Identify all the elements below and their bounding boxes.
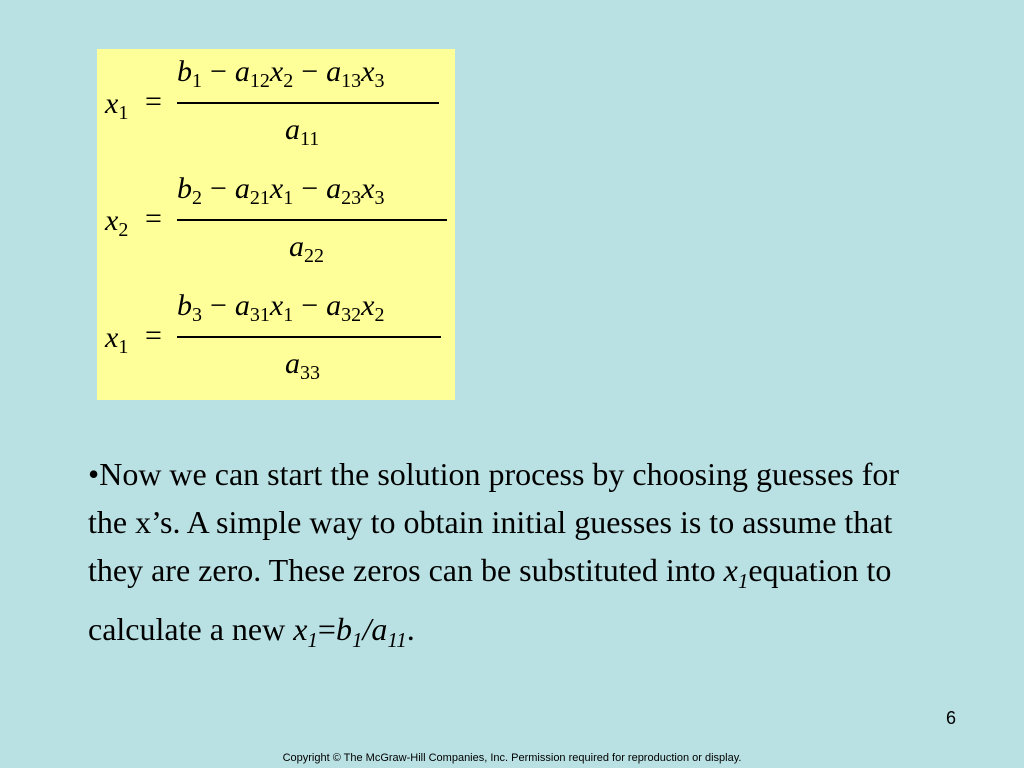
copyright-notice: Copyright © The McGraw-Hill Companies, Inc. Permission required for reproduction or display.	[282, 752, 742, 764]
equals-sign: =	[145, 319, 162, 352]
lhs-variable: $x_2$	[105, 204, 129, 241]
formula-b-sub: 1	[351, 628, 363, 652]
lhs-variable: $x_1$	[105, 321, 129, 358]
equations-box	[97, 49, 455, 400]
fraction-bar	[177, 102, 439, 104]
numerator: $b_3 - a_{31}x_1 - a_{32}x_2$	[177, 289, 385, 326]
explanation-paragraph	[88, 450, 928, 664]
formula-b: b	[335, 611, 352, 647]
formula-lhs-sub: 1	[307, 628, 318, 652]
bullet: •	[88, 456, 100, 492]
denominator: $a_{33}$	[285, 347, 320, 384]
lhs-variable: $x_1$	[105, 87, 129, 124]
fraction-bar	[177, 336, 441, 338]
formula-a-sub: 11	[387, 628, 407, 652]
formula-equals: =	[317, 611, 336, 647]
x-symbol: x	[723, 552, 738, 588]
denominator: $a_{11}$	[285, 113, 320, 150]
numerator: $b_1 - a_{12}x_2 - a_{13}x_3$	[177, 55, 385, 92]
formula	[293, 611, 415, 652]
paragraph-text-part2: equation to calculate a new	[88, 552, 892, 647]
equation-x1	[97, 49, 455, 166]
formula-a: a	[371, 611, 388, 647]
equals-sign: =	[145, 85, 162, 118]
x-subscript: 1	[737, 569, 749, 593]
formula-period: .	[406, 611, 415, 647]
fraction-bar	[177, 219, 447, 221]
formula-lhs: x	[293, 611, 308, 647]
formula-slash: /	[362, 611, 372, 647]
equation-x3	[97, 283, 455, 400]
numerator: $b_2 - a_{21}x_1 - a_{23}x_3$	[177, 172, 385, 209]
denominator: $a_{22}$	[289, 230, 324, 267]
paragraph-text-part1: Now we can start the solution process by choosing guesses for the x’s. A simple way to obtain initial guesses is to assume that they are zero. These zeros can be substituted into	[88, 456, 900, 588]
equation-x2	[97, 166, 455, 283]
page-number: 6	[946, 708, 957, 728]
equals-sign: =	[145, 202, 162, 235]
